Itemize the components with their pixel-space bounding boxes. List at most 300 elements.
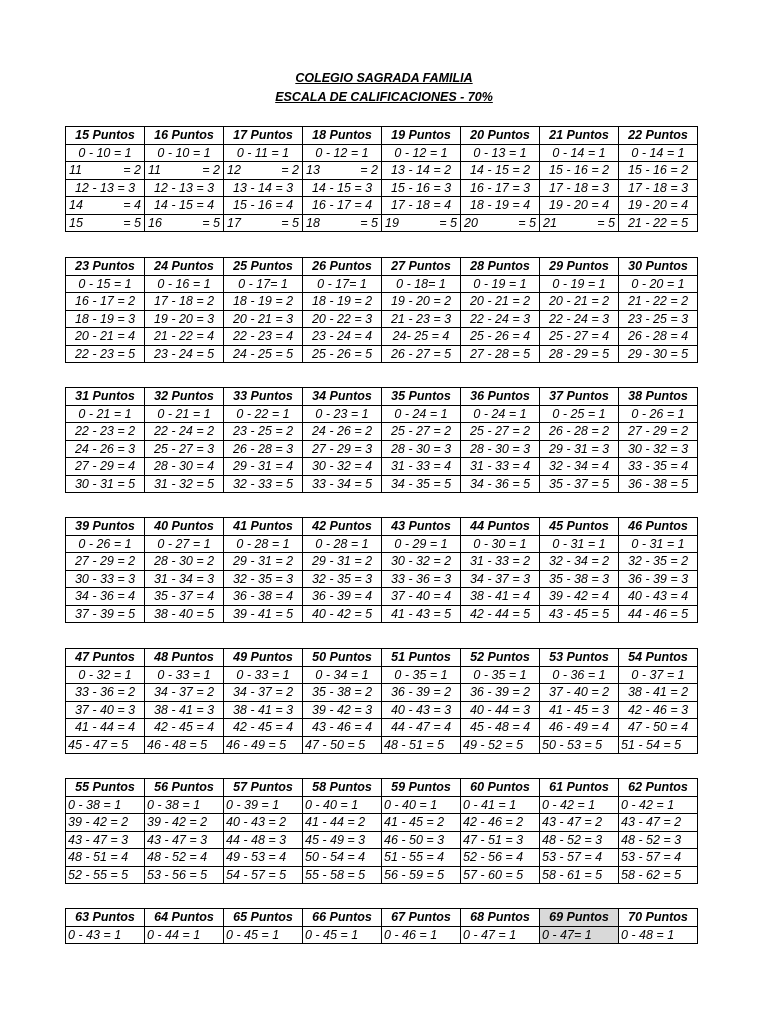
grade-cell: 0 - 17= 1 (224, 275, 303, 293)
grade-cell: 0 - 23 = 1 (303, 405, 382, 423)
grade-cell: 27 - 29 = 3 (303, 440, 382, 458)
table-row (66, 701, 698, 719)
grade-cell: 43 - 46 = 4 (303, 719, 382, 737)
grade-cell: 57 - 60 = 5 (461, 866, 540, 884)
grade-cell: 20 - 21 = 2 (461, 293, 540, 311)
grade-cell: 0 - 43 = 1 (66, 926, 145, 944)
grade-cell: 27 - 29 = 2 (66, 553, 145, 571)
points-header: 32 Puntos (145, 388, 224, 406)
grade-cell: 0 - 40 = 1 (303, 796, 382, 814)
grade-cell: 24 - 26 = 2 (303, 423, 382, 441)
grade-cell: 15 - 16 = 3 (382, 179, 461, 197)
points-header: 70 Puntos (619, 909, 698, 927)
grade-cell: 0 - 26 = 1 (66, 535, 145, 553)
table-row (66, 553, 698, 571)
header-row (66, 127, 698, 145)
grade-cell: 24 - 26 = 3 (66, 440, 145, 458)
grade-cell: 0 - 13 = 1 (461, 144, 540, 162)
points-header: 41 Puntos (224, 518, 303, 536)
points-header: 19 Puntos (382, 127, 461, 145)
grade-cell (145, 214, 224, 232)
points-header: 16 Puntos (145, 127, 224, 145)
grade-cell: 36 - 38 = 5 (619, 475, 698, 493)
grade-value: = 4 (123, 198, 141, 213)
grade-cell: 14 - 15 = 4 (145, 197, 224, 215)
grade-cell: 28 - 30 = 4 (145, 458, 224, 476)
grade-cell: 22 - 23 = 5 (66, 345, 145, 363)
grade-cell: 25 - 27 = 2 (461, 423, 540, 441)
grade-cell: 32 - 35 = 3 (303, 570, 382, 588)
grade-cell: 0 - 30 = 1 (461, 535, 540, 553)
grade-cell: 42 - 44 = 5 (461, 605, 540, 623)
header-row (66, 649, 698, 667)
grade-cell: 19 - 20 = 3 (145, 310, 224, 328)
grade-cell: 38 - 41 = 2 (619, 684, 698, 702)
grade-cell: 47 - 50 = 4 (619, 719, 698, 737)
grade-cell: 42 - 45 = 4 (224, 719, 303, 737)
points-header: 40 Puntos (145, 518, 224, 536)
score-value: 11 (69, 163, 82, 178)
grade-scale-table (65, 778, 698, 884)
grade-cell: 0 - 27 = 1 (145, 535, 224, 553)
grade-value: = 5 (360, 215, 378, 230)
points-header: 45 Puntos (540, 518, 619, 536)
grade-cell: 37 - 39 = 5 (66, 605, 145, 623)
score-value: 17 (227, 215, 241, 230)
grade-cell: 48 - 51 = 4 (66, 849, 145, 867)
grade-cell: 0 - 42 = 1 (619, 796, 698, 814)
grade-cell: 47 - 51 = 3 (461, 831, 540, 849)
grade-cell (540, 214, 619, 232)
grade-cell (66, 214, 145, 232)
grade-cell: 35 - 38 = 3 (540, 570, 619, 588)
grade-cell: 31 - 34 = 3 (145, 570, 224, 588)
grade-scale-table (65, 257, 698, 363)
grade-cell: 37 - 40 = 3 (66, 701, 145, 719)
grade-cell: 39 - 41 = 5 (224, 605, 303, 623)
grade-cell: 26 - 27 = 5 (382, 345, 461, 363)
table-row (66, 310, 698, 328)
grade-cell: 30 - 33 = 3 (66, 570, 145, 588)
grade-cell: 29 - 31 = 3 (540, 440, 619, 458)
grade-cell: 40 - 43 = 2 (224, 814, 303, 832)
points-header: 49 Puntos (224, 649, 303, 667)
grade-cell: 0 - 33 = 1 (224, 666, 303, 684)
grade-cell: 19 - 20 = 4 (619, 197, 698, 215)
grade-cell: 15 - 16 = 4 (224, 197, 303, 215)
table-row (66, 328, 698, 346)
table-row (66, 214, 698, 232)
points-header: 23 Puntos (66, 258, 145, 276)
grade-cell: 25 - 27 = 2 (382, 423, 461, 441)
grade-cell (303, 162, 382, 180)
grade-cell: 36 - 39 = 2 (382, 684, 461, 702)
points-header: 61 Puntos (540, 779, 619, 797)
grade-cell: 54 - 57 = 5 (224, 866, 303, 884)
grade-cell: 56 - 59 = 5 (382, 866, 461, 884)
grade-scale-table (65, 517, 698, 623)
grade-cell: 58 - 62 = 5 (619, 866, 698, 884)
points-header: 54 Puntos (619, 649, 698, 667)
grade-cell: 38 - 41 = 3 (224, 701, 303, 719)
points-header: 64 Puntos (145, 909, 224, 927)
points-header: 29 Puntos (540, 258, 619, 276)
table-row (66, 605, 698, 623)
grade-cell: 0 - 19 = 1 (461, 275, 540, 293)
table-row (66, 588, 698, 606)
grade-cell: 47 - 50 = 5 (303, 736, 382, 754)
grade-cell: 0 - 28 = 1 (224, 535, 303, 553)
grade-cell: 22 - 24 = 2 (145, 423, 224, 441)
grade-cell: 0 - 35 = 1 (382, 666, 461, 684)
grade-cell (224, 214, 303, 232)
grade-cell: 20 - 22 = 3 (303, 310, 382, 328)
points-header: 66 Puntos (303, 909, 382, 927)
grade-value: = 2 (360, 163, 378, 178)
grade-cell: 45 - 47 = 5 (66, 736, 145, 754)
grade-cell: 0 - 24 = 1 (461, 405, 540, 423)
grade-cell: 48 - 52 = 4 (145, 849, 224, 867)
table-row (66, 849, 698, 867)
points-header: 57 Puntos (224, 779, 303, 797)
grade-cell: 0 - 47= 1 (540, 926, 619, 944)
grade-cell: 36 - 38 = 4 (224, 588, 303, 606)
header-row (66, 779, 698, 797)
grade-cell: 51 - 55 = 4 (382, 849, 461, 867)
grade-cell: 28 - 30 = 3 (461, 440, 540, 458)
grade-cell: 25 - 27 = 4 (540, 328, 619, 346)
grade-cell: 0 - 36 = 1 (540, 666, 619, 684)
points-header: 25 Puntos (224, 258, 303, 276)
grade-cell: 30 - 32 = 3 (619, 440, 698, 458)
grade-cell: 41 - 44 = 4 (66, 719, 145, 737)
grade-cell: 0 - 40 = 1 (382, 796, 461, 814)
grade-cell: 24- 25 = 4 (382, 328, 461, 346)
grade-cell: 41 - 45 = 3 (540, 701, 619, 719)
points-header: 68 Puntos (461, 909, 540, 927)
grade-cell: 42 - 46 = 2 (461, 814, 540, 832)
grade-cell: 32 - 33 = 5 (224, 475, 303, 493)
grade-cell: 0 - 11 = 1 (224, 144, 303, 162)
grade-cell: 35 - 37 = 5 (540, 475, 619, 493)
grade-cell: 46 - 50 = 3 (382, 831, 461, 849)
grade-cell: 25 - 26 = 4 (461, 328, 540, 346)
grade-scale-table (65, 126, 698, 232)
table-row (66, 197, 698, 215)
grade-cell: 0 - 31 = 1 (540, 535, 619, 553)
grade-cell: 39 - 42 = 2 (145, 814, 224, 832)
grade-cell: 0 - 28 = 1 (303, 535, 382, 553)
grade-cell: 37 - 40 = 4 (382, 588, 461, 606)
grade-cell: 30 - 31 = 5 (66, 475, 145, 493)
grade-cell: 35 - 38 = 2 (303, 684, 382, 702)
table-row (66, 179, 698, 197)
grade-cell: 0 - 21 = 1 (145, 405, 224, 423)
table-row (66, 535, 698, 553)
grade-cell: 38 - 41 = 4 (461, 588, 540, 606)
points-header: 43 Puntos (382, 518, 461, 536)
grade-cell: 29 - 31 = 4 (224, 458, 303, 476)
points-header: 35 Puntos (382, 388, 461, 406)
grade-cell: 46 - 49 = 4 (540, 719, 619, 737)
score-value: 18 (306, 215, 320, 230)
points-header: 38 Puntos (619, 388, 698, 406)
table-row (66, 666, 698, 684)
score-value: 21 (543, 215, 557, 230)
grade-value: = 2 (123, 163, 141, 178)
grade-cell: 28 - 29 = 5 (540, 345, 619, 363)
grade-cell: 14 - 15 = 2 (461, 162, 540, 180)
table-row (66, 144, 698, 162)
grade-cell: 21 - 22 = 2 (619, 293, 698, 311)
points-header: 15 Puntos (66, 127, 145, 145)
grade-cell: 0 - 42 = 1 (540, 796, 619, 814)
grade-cell: 39 - 42 = 2 (66, 814, 145, 832)
grade-cell: 0 - 14 = 1 (540, 144, 619, 162)
table-row (66, 866, 698, 884)
points-header: 58 Puntos (303, 779, 382, 797)
grade-cell: 0 - 21 = 1 (66, 405, 145, 423)
grade-scale-table (65, 387, 698, 493)
grade-cell: 0 - 14 = 1 (619, 144, 698, 162)
score-value: 15 (69, 215, 83, 230)
points-header: 24 Puntos (145, 258, 224, 276)
points-header: 21 Puntos (540, 127, 619, 145)
grade-cell: 23 - 24 = 5 (145, 345, 224, 363)
grade-cell: 34 - 37 = 3 (461, 570, 540, 588)
score-value: 14 (69, 198, 83, 213)
grade-cell: 43 - 47 = 2 (540, 814, 619, 832)
points-header: 50 Puntos (303, 649, 382, 667)
grade-cell: 44 - 48 = 3 (224, 831, 303, 849)
grade-cell: 0 - 10 = 1 (145, 144, 224, 162)
grade-cell: 48 - 52 = 3 (540, 831, 619, 849)
grade-cell: 37 - 40 = 2 (540, 684, 619, 702)
grade-cell: 14 - 15 = 3 (303, 179, 382, 197)
points-header: 31 Puntos (66, 388, 145, 406)
grade-cell: 30 - 32 = 4 (303, 458, 382, 476)
grade-cell: 42 - 46 = 3 (619, 701, 698, 719)
grade-cell: 0 - 34 = 1 (303, 666, 382, 684)
grade-cell: 19 - 20 = 2 (382, 293, 461, 311)
points-header: 60 Puntos (461, 779, 540, 797)
score-value: 12 (227, 163, 241, 178)
grade-cell: 40 - 43 = 3 (382, 701, 461, 719)
grade-cell: 25 - 27 = 3 (145, 440, 224, 458)
grade-cell: 0 - 12 = 1 (382, 144, 461, 162)
grade-cell: 17 - 18 = 2 (145, 293, 224, 311)
grade-cell: 29 - 31 = 2 (303, 553, 382, 571)
points-header: 34 Puntos (303, 388, 382, 406)
grade-cell: 32 - 35 = 3 (224, 570, 303, 588)
grade-cell: 48 - 52 = 3 (619, 831, 698, 849)
grade-cell: 34 - 37 = 2 (224, 684, 303, 702)
points-header: 63 Puntos (66, 909, 145, 927)
points-header: 69 Puntos (540, 909, 619, 927)
points-header: 65 Puntos (224, 909, 303, 927)
grade-cell: 31 - 33 = 4 (461, 458, 540, 476)
grade-cell: 26 - 28 = 4 (619, 328, 698, 346)
school-name: COLEGIO SAGRADA FAMILIA (295, 71, 473, 85)
grade-cell: 35 - 37 = 4 (145, 588, 224, 606)
grade-cell: 26 - 28 = 2 (540, 423, 619, 441)
grade-cell: 41 - 43 = 5 (382, 605, 461, 623)
table-row (66, 475, 698, 493)
table-row (66, 719, 698, 737)
grade-cell: 32 - 35 = 2 (619, 553, 698, 571)
document-title: ESCALA DE CALIFICACIONES - 70% (275, 90, 493, 104)
grade-cell: 16 - 17 = 4 (303, 197, 382, 215)
grade-cell: 32 - 34 = 4 (540, 458, 619, 476)
grade-cell: 18 - 19 = 3 (66, 310, 145, 328)
table-row (66, 814, 698, 832)
table-row (66, 926, 698, 944)
grade-cell: 39 - 42 = 3 (303, 701, 382, 719)
grade-cell: 50 - 53 = 5 (540, 736, 619, 754)
score-value: 13 (306, 163, 320, 178)
grade-cell: 29 - 31 = 2 (224, 553, 303, 571)
grade-value: = 5 (202, 215, 220, 230)
grade-cell: 43 - 47 = 2 (619, 814, 698, 832)
grade-cell: 20 - 21 = 2 (540, 293, 619, 311)
table-row (66, 275, 698, 293)
grade-cell: 44 - 46 = 5 (619, 605, 698, 623)
grade-cell: 38 - 41 = 3 (145, 701, 224, 719)
grade-cell (382, 214, 461, 232)
points-header: 56 Puntos (145, 779, 224, 797)
grade-cell: 0 - 31 = 1 (619, 535, 698, 553)
header-row (66, 258, 698, 276)
grade-cell: 43 - 47 = 3 (145, 831, 224, 849)
grade-cell: 53 - 56 = 5 (145, 866, 224, 884)
grade-cell: 28 - 30 = 2 (145, 553, 224, 571)
score-value: 19 (385, 215, 399, 230)
grade-cell: 43 - 47 = 3 (66, 831, 145, 849)
points-header: 52 Puntos (461, 649, 540, 667)
grade-cell: 0 - 22 = 1 (224, 405, 303, 423)
grade-cell: 18 - 19 = 2 (303, 293, 382, 311)
grade-cell: 0 - 38 = 1 (66, 796, 145, 814)
grade-cell: 46 - 49 = 5 (224, 736, 303, 754)
grade-cell: 0 - 41 = 1 (461, 796, 540, 814)
grade-cell: 41 - 44 = 2 (303, 814, 382, 832)
table-row (66, 570, 698, 588)
grade-cell: 0 - 33 = 1 (145, 666, 224, 684)
points-header: 26 Puntos (303, 258, 382, 276)
grade-cell: 51 - 54 = 5 (619, 736, 698, 754)
grade-cell: 28 - 30 = 3 (382, 440, 461, 458)
table-row (66, 458, 698, 476)
grade-cell: 53 - 57 = 4 (540, 849, 619, 867)
table-row (66, 684, 698, 702)
grade-cell: 34 - 35 = 5 (382, 475, 461, 493)
points-header: 44 Puntos (461, 518, 540, 536)
grade-cell (66, 197, 145, 215)
grade-cell: 36 - 39 = 2 (461, 684, 540, 702)
grade-cell: 22 - 23 = 4 (224, 328, 303, 346)
points-header: 59 Puntos (382, 779, 461, 797)
grade-cell: 42 - 45 = 4 (145, 719, 224, 737)
grade-cell: 19 - 20 = 4 (540, 197, 619, 215)
grade-value: = 5 (597, 215, 615, 230)
grade-cell: 49 - 52 = 5 (461, 736, 540, 754)
grade-cell: 0 - 45 = 1 (303, 926, 382, 944)
grade-cell: 0 - 39 = 1 (224, 796, 303, 814)
grade-cell: 22 - 24 = 3 (461, 310, 540, 328)
grade-cell: 0 - 38 = 1 (145, 796, 224, 814)
header-row (66, 518, 698, 536)
table-row (66, 293, 698, 311)
grade-cell: 13 - 14 = 3 (224, 179, 303, 197)
grade-cell: 21 - 22 = 5 (619, 214, 698, 232)
points-header: 67 Puntos (382, 909, 461, 927)
points-header: 22 Puntos (619, 127, 698, 145)
grade-cell: 27 - 29 = 2 (619, 423, 698, 441)
grade-cell: 17 - 18 = 3 (619, 179, 698, 197)
grade-cell: 26 - 28 = 3 (224, 440, 303, 458)
points-header: 46 Puntos (619, 518, 698, 536)
grade-scale-table (65, 908, 698, 944)
grade-cell: 24 - 25 = 5 (224, 345, 303, 363)
grade-cell: 43 - 45 = 5 (540, 605, 619, 623)
grade-cell: 18 - 19 = 2 (224, 293, 303, 311)
grade-cell: 0 - 32 = 1 (66, 666, 145, 684)
grade-cell: 0 - 44 = 1 (145, 926, 224, 944)
grade-cell: 58 - 61 = 5 (540, 866, 619, 884)
grade-cell: 20 - 21 = 3 (224, 310, 303, 328)
points-header: 36 Puntos (461, 388, 540, 406)
grade-scale-table (65, 648, 698, 754)
grade-cell: 21 - 22 = 4 (145, 328, 224, 346)
points-header: 27 Puntos (382, 258, 461, 276)
grade-value: = 2 (281, 163, 299, 178)
grade-cell: 12 - 13 = 3 (145, 179, 224, 197)
grade-cell: 31 - 33 = 2 (461, 553, 540, 571)
grade-cell: 45 - 48 = 4 (461, 719, 540, 737)
score-value: 11 (148, 163, 161, 178)
points-header: 47 Puntos (66, 649, 145, 667)
grade-cell: 55 - 58 = 5 (303, 866, 382, 884)
grade-cell: 49 - 53 = 4 (224, 849, 303, 867)
points-header: 62 Puntos (619, 779, 698, 797)
grade-cell: 33 - 34 = 5 (303, 475, 382, 493)
table-row (66, 405, 698, 423)
grade-cell: 0 - 20 = 1 (619, 275, 698, 293)
grade-value: = 5 (123, 215, 141, 230)
grade-cell: 0 - 47 = 1 (461, 926, 540, 944)
points-header: 53 Puntos (540, 649, 619, 667)
table-row (66, 440, 698, 458)
grade-cell: 41 - 45 = 2 (382, 814, 461, 832)
grade-cell: 33 - 36 = 3 (382, 570, 461, 588)
grade-cell: 27 - 28 = 5 (461, 345, 540, 363)
grade-cell: 25 - 26 = 5 (303, 345, 382, 363)
grade-cell: 40 - 42 = 5 (303, 605, 382, 623)
points-header: 33 Puntos (224, 388, 303, 406)
grade-value: = 5 (518, 215, 536, 230)
grade-cell: 13 - 14 = 2 (382, 162, 461, 180)
grade-cell: 0 - 24 = 1 (382, 405, 461, 423)
grade-cell: 0 - 46 = 1 (382, 926, 461, 944)
grade-cell: 52 - 55 = 5 (66, 866, 145, 884)
grade-cell: 0 - 16 = 1 (145, 275, 224, 293)
grade-cell: 50 - 54 = 4 (303, 849, 382, 867)
points-header: 51 Puntos (382, 649, 461, 667)
points-header: 55 Puntos (66, 779, 145, 797)
grade-cell: 18 - 19 = 4 (461, 197, 540, 215)
grade-cell: 32 - 34 = 2 (540, 553, 619, 571)
grade-cell: 0 - 19 = 1 (540, 275, 619, 293)
